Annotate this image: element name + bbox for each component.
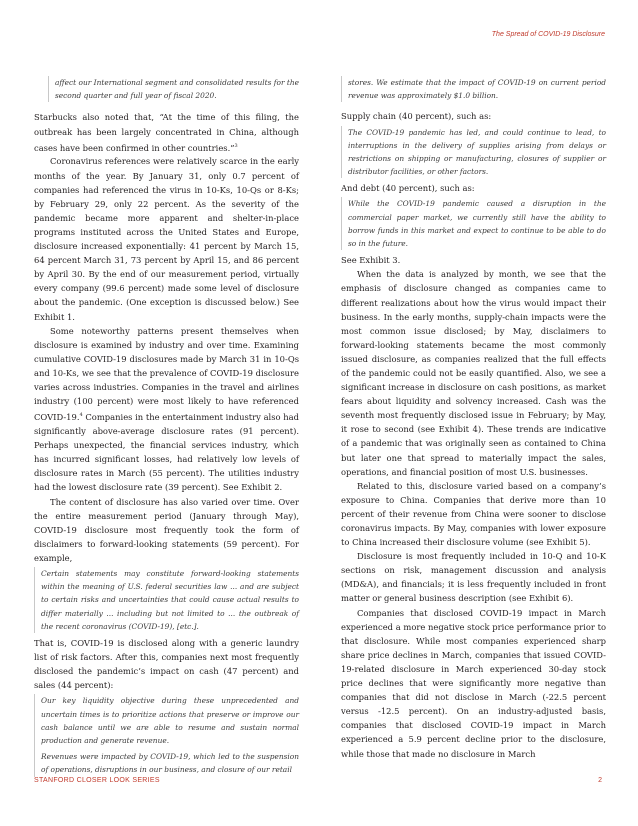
running-header: The Spread of COVID-19 Disclosure: [491, 31, 605, 38]
footnote-ref: 3: [234, 142, 238, 149]
quote: While the COVID-19 pandemic caused a disruption in the commercial paper market, we currently still have the ability to borrow funds in this market and expect to continue to be able to do so in the future.: [348, 199, 606, 249]
quote: The COVID-19 pandemic has led, and could continue to lead, to interruptions in the delivery of supplies arising from delays or restrictions on shipping or manufacturing, closures of supplier or distributor facilities, or other factors.: [348, 127, 606, 177]
quote: Our key liquidity objective during these unprecedented and uncertain times is to prioritize actions that preserve or improve our cash balance until we are able to resume and sustain normal production and generate revenue.: [41, 696, 299, 745]
paragraph: Related to this, disclosure varied based on a company’s exposure to China. Companies that derive more than 10 percent of their revenue from China were sooner to disclose coronavirus impacts. By May, companies with lower exposure to China increased their disclosure volume (see Exhibit 5).: [341, 480, 606, 548]
paragraph: Disclosure is most frequently included in 10-Q and 10-K sections on risk, management discussion and analysis (MD&A), and financials; it is less frequently included in front matter or general business description (see Exhibit 6).: [341, 551, 606, 604]
quote: stores. We estimate that the impact of COVID-19 on current period revenue was approximately $1.0 billion.: [348, 78, 606, 101]
paragraph: That is, COVID-19 is disclosed along with a generic laundry list of risk factors. After this, companies next most frequently disclosed the pandemic’s impact on cash (47 percent) and sales (44 percent):: [34, 638, 299, 691]
paragraph: See Exhibit 3.: [341, 255, 401, 266]
paragraph: Companies that disclosed COVID-19 impact in March experienced a more negative stock price performance prior to that disclosure. While most companies experienced sharp share price declines in March, companies that issued COVID-19-related disclosure in March experienced 30-day stock price declines that were significantly more negative than companies that did not disclose in March (-22.5 percent versus -12.5 percent). On an industry-adjusted basis, companies that disclosed COVID-19 impact in March experienced a 5.9 percent decline prior to the disclosure, while those that made no disclosure in March: [341, 607, 606, 759]
left-column: [34, 76, 299, 780]
paragraph-text: Companies in the entertainment industry also had significantly above-average disclosure rates (91 percent). Perhaps unexpected, the financial services industry, which has incurred significant losses, had relatively low levels of disclosure rates in March (55 percent). The utilities industry had the lowest disclosure rate (39 percent). See Exhibit 2.: [34, 411, 299, 493]
footer-series: STANFORD CLOSER LOOK SERIES: [34, 777, 160, 784]
paragraph: [34, 110, 299, 154]
paragraph: The content of disclosure has also varied over time. Over the entire measurement period (January through May), COVID-19 disclosure most frequently took the form of disclaimers to forward-looking statements (59 percent). For example,: [34, 496, 299, 563]
quote: Certain statements may constitute forward-looking statements within the meaning of U.S. federal securities law ... and are subject to certain risks and uncertainties that could cause actual results to differ materially ... including but not limited to ... the outbreak of the recent coronavirus (COVID-19), [etc.].: [41, 569, 299, 631]
quote-block: [34, 567, 299, 633]
page-number: 2: [598, 777, 602, 784]
quote-block: [34, 694, 299, 776]
quote-intro: affect our International segment and consolidated results for the second quarter and full year of fiscal 2020.: [55, 78, 299, 101]
paragraph-text: Some noteworthy patterns present themselves when disclosure is examined by industry and over time. Examining cumulative COVID-19 disclosures made by March 31 in 10-Qs and 10-Ks, we see that the prevalence of COVID-19 disclosure varies across industries. Companies in the travel and airlines industry (100 percent) were most likely to have referenced COVID-19.: [34, 325, 299, 422]
quote-block: [341, 197, 606, 250]
footnote-ref: 4: [79, 412, 83, 419]
paragraph: [34, 324, 299, 495]
paragraph-text: Starbucks also noted that, “At the time of this filing, the outbreak has been largely concentrated in China, although cases have been confirmed in other countries.”: [34, 112, 299, 153]
quote: Revenues were impacted by COVID-19, which led to the suspension of operations, disruptions in our business, and closure of our retail: [41, 752, 299, 775]
quote-block: [48, 76, 299, 102]
quote-block: [341, 76, 606, 102]
paragraph: Supply chain (40 percent), such as:: [341, 111, 492, 122]
paragraph: When the data is analyzed by month, we see that the emphasis of disclosure changed as companies came to different realizations about how the virus would impact their business. In the early months, supply-chain impacts were the most common issue disclosed; by May, disclaimers to forward-looking statements became the most commonly issued disclosure, as companies realized that the full effects of the pandemic could not be easily quantified. Also, we see a significant increase in disclosure on cash positions, as market fears about liquidity and solvency increased. Cash was the seventh most frequently disclosed issue in February; by May, it rose to second (see Exhibit 4). These trends are indicative of a pandemic that was originally seen as contained to China but later one that spread to materially impact the sales, operations, and financial position of most U.S. businesses.: [341, 269, 606, 477]
paragraph: Coronavirus references were relatively scarce in the early months of the year. By January 31, only 0.7 percent of companies had referenced the virus in 10-Ks, 10-Qs or 8-Ks; by February 29, only 22 percent. As the severity of the pandemic became more apparent and shelter-in-place programs instituted across the United States and Europe, disclosure increased exponentially: 41 percent by March 15, 64 percent March 31, 73 percent by April 15, and 86 percent by April 30. By the end of our measurement period, virtually every company (99.6 percent) made some level of disclosure about the pandemic. (One exception is discussed below.) See Exhibit 1.: [34, 156, 299, 322]
right-column: [341, 76, 606, 761]
quote-block: [341, 126, 606, 179]
paragraph: And debt (40 percent), such as:: [341, 183, 475, 194]
